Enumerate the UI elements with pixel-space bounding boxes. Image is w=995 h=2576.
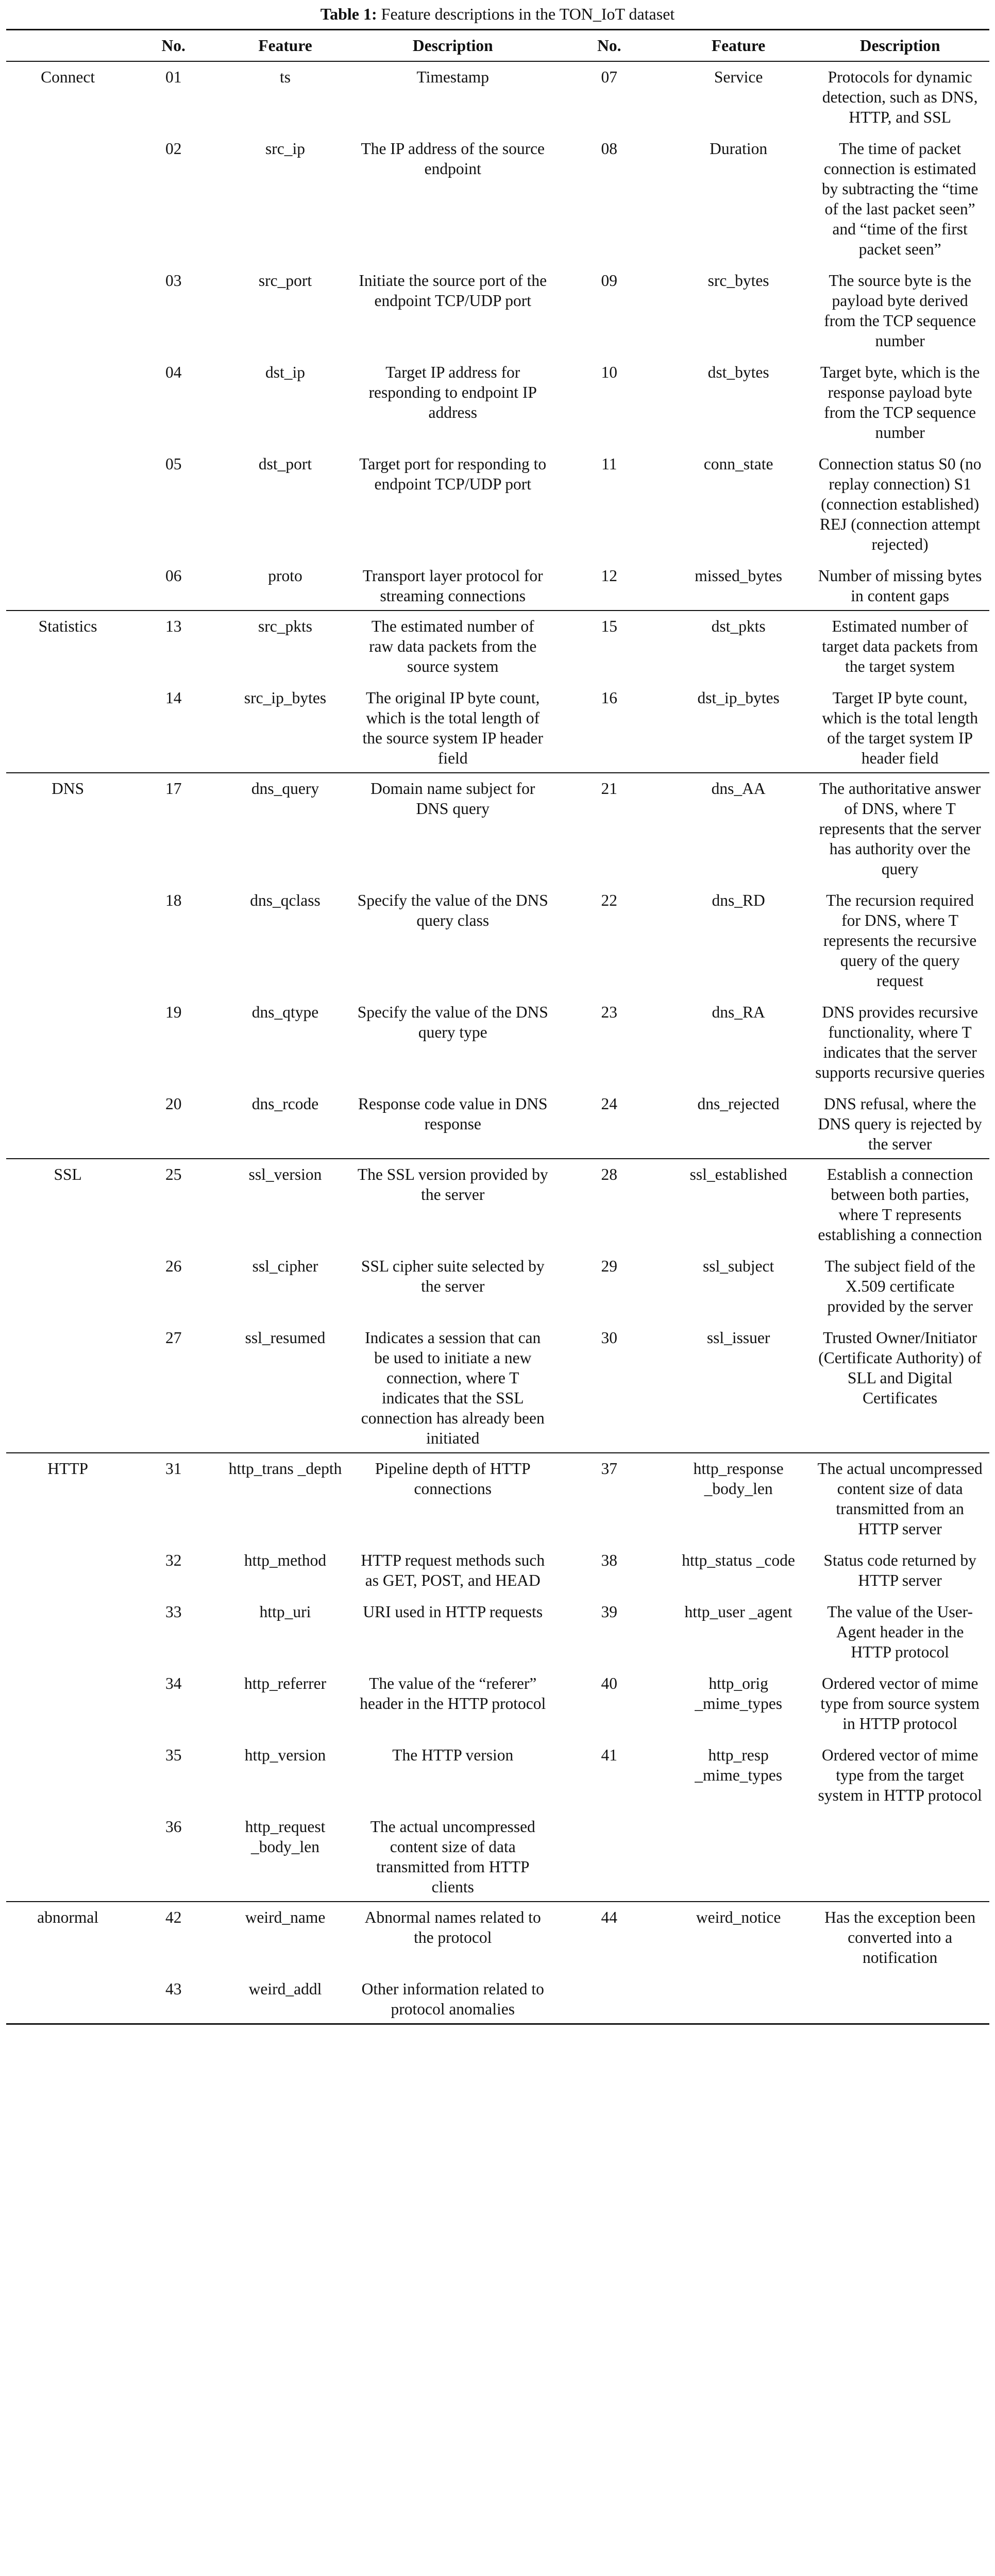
- cell-description-2: [811, 1979, 989, 2024]
- cell-feature-2: Duration: [710, 140, 768, 158]
- cell-no-1: 36: [165, 1818, 182, 1836]
- cell-no-1: 02: [165, 140, 182, 158]
- cell-description-2: The authoritative answer of DNS, where T represents that the server has authority over the query: [819, 779, 981, 878]
- cell-feature-2: missed_bytes: [695, 567, 782, 585]
- cell-group: Statistics: [38, 617, 97, 635]
- cell-no-1: 14: [165, 689, 182, 707]
- table-row: [6, 1328, 989, 1453]
- cell-description-1: The SSL version provided by the server: [357, 1165, 548, 1204]
- cell-feature-1: proto: [268, 567, 302, 585]
- cell-feature-1: src_port: [258, 272, 312, 290]
- cell-description-1: Response code value in DNS response: [358, 1095, 548, 1133]
- table-row: [6, 1902, 989, 1979]
- cell-description-1: Pipeline depth of HTTP connections: [375, 1460, 531, 1498]
- cell-description-1: Specify the value of the DNS query class: [357, 891, 548, 929]
- cell-feature-2: http_resp _mime_types: [695, 1746, 782, 1784]
- cell-no-2: 15: [601, 617, 618, 635]
- cell-feature-1: ssl_version: [248, 1165, 322, 1183]
- cell-feature-1: src_ip: [265, 140, 306, 158]
- table-row: [6, 1159, 989, 1256]
- cell-feature-2: conn_state: [703, 455, 773, 473]
- header-feature-2: Feature: [666, 30, 811, 62]
- table-section: [6, 1453, 989, 1902]
- cell-no-1: 18: [165, 891, 182, 909]
- cell-group: [6, 1745, 130, 1817]
- cell-no-2: 28: [601, 1165, 618, 1183]
- cell-group: [6, 1817, 130, 1902]
- cell-group: [6, 566, 130, 611]
- header-group: [6, 30, 130, 62]
- table-caption: [0, 4, 995, 24]
- cell-group: [6, 1256, 130, 1328]
- cell-description-1: Timestamp: [416, 68, 490, 86]
- cell-feature-2: dns_AA: [711, 779, 766, 798]
- cell-description-1: The estimated number of raw data packets from the source system: [369, 617, 537, 675]
- cell-description-1: HTTP request methods such as GET, POST, and HEAD: [361, 1551, 545, 1589]
- cell-description-1: Domain name subject for DNS query: [370, 779, 535, 818]
- cell-no-1: 19: [165, 1003, 182, 1021]
- cell-no-2: 29: [601, 1257, 618, 1275]
- cell-no-2: 24: [601, 1095, 618, 1113]
- cell-no-2: 38: [601, 1551, 618, 1569]
- cell-feature-1: ssl_cipher: [252, 1257, 318, 1275]
- cell-feature-2: http_status _code: [682, 1551, 795, 1569]
- cell-feature-2: [666, 1979, 811, 2024]
- cell-no-1: 01: [165, 68, 182, 86]
- cell-no-2: [552, 1817, 666, 1902]
- cell-feature-1: dst_ip: [265, 363, 306, 381]
- cell-feature-2: Service: [714, 68, 763, 86]
- cell-group: [6, 362, 130, 454]
- cell-no-1: 20: [165, 1095, 182, 1113]
- cell-description-2: The subject field of the X.509 certificate provided by the server: [824, 1257, 975, 1315]
- cell-group: HTTP: [47, 1460, 88, 1478]
- cell-no-1: 13: [165, 617, 182, 635]
- cell-description-1: The value of the “referer” header in the HTTP protocol: [360, 1674, 546, 1713]
- cell-no-1: 31: [165, 1460, 182, 1478]
- table-row: [6, 1453, 989, 1550]
- cell-no-2: 08: [601, 140, 618, 158]
- table-row: [6, 566, 989, 611]
- cell-description-1: Target port for responding to endpoint TCP/UDP port: [359, 455, 547, 493]
- cell-no-2: 37: [601, 1460, 618, 1478]
- cell-no-2: 21: [601, 779, 618, 798]
- cell-description-1: Initiate the source port of the endpoint TCP/UDP port: [359, 272, 547, 310]
- table-row: [6, 890, 989, 1002]
- cell-description-2: Establish a connection between both parties, where T represents establishing a connection: [818, 1165, 982, 1244]
- cell-description-2: [811, 1817, 989, 1902]
- cell-feature-1: http_uri: [259, 1603, 311, 1621]
- cell-no-2: 44: [601, 1908, 618, 1926]
- table-row: [6, 1002, 989, 1094]
- feature-table: [6, 29, 989, 2025]
- table-row: [6, 1256, 989, 1328]
- cell-no-2: 07: [601, 68, 618, 86]
- header-no-2: No.: [552, 30, 666, 62]
- cell-no-2: 09: [601, 272, 618, 290]
- cell-feature-1: src_pkts: [258, 617, 313, 635]
- table-row: [6, 1817, 989, 1902]
- cell-feature-2: [666, 1817, 811, 1902]
- cell-feature-2: http_orig _mime_types: [695, 1674, 782, 1713]
- cell-no-1: 04: [165, 363, 182, 381]
- cell-description-1: Abnormal names related to the protocol: [364, 1908, 541, 1946]
- cell-description-1: The original IP byte count, which is the total length of the source system IP header field: [362, 689, 543, 767]
- cell-feature-1: http_referrer: [244, 1674, 327, 1692]
- cell-feature-1: http_request _body_len: [245, 1818, 326, 1856]
- cell-description-2: Ordered vector of mime type from the target system in HTTP protocol: [818, 1746, 982, 1804]
- cell-no-1: 35: [165, 1746, 182, 1764]
- cell-no-2: 23: [601, 1003, 618, 1021]
- cell-group: [6, 1328, 130, 1453]
- table-caption-label: Table 1:: [320, 5, 377, 23]
- cell-feature-2: ssl_issuer: [706, 1329, 770, 1347]
- cell-no-2: 16: [601, 689, 618, 707]
- cell-group: [6, 1550, 130, 1602]
- table-row: [6, 139, 989, 270]
- cell-description-1: The HTTP version: [392, 1746, 514, 1764]
- cell-description-2: Estimated number of target data packets from the target system: [822, 617, 979, 675]
- cell-no-2: 22: [601, 891, 618, 909]
- cell-feature-1: src_ip_bytes: [244, 689, 327, 707]
- table-section: [6, 611, 989, 773]
- cell-no-2: 30: [601, 1329, 618, 1347]
- table-row: [6, 688, 989, 773]
- cell-description-1: Specify the value of the DNS query type: [357, 1003, 548, 1041]
- table-row: [6, 611, 989, 688]
- cell-feature-2: dns_RD: [712, 891, 765, 909]
- cell-description-2: Target byte, which is the response payload byte from the TCP sequence number: [820, 363, 980, 442]
- cell-no-1: 26: [165, 1257, 182, 1275]
- cell-feature-1: ts: [280, 68, 291, 86]
- cell-description-2: The source byte is the payload byte derived from the TCP sequence number: [824, 272, 976, 350]
- cell-group: [6, 1094, 130, 1159]
- cell-feature-1: http_trans _depth: [228, 1460, 342, 1478]
- cell-description-2: DNS provides recursive functionality, where T indicates that the server supports recursive queries: [815, 1003, 985, 1081]
- cell-no-1: 32: [165, 1551, 182, 1569]
- cell-group: [6, 1673, 130, 1745]
- cell-group: Connect: [41, 68, 95, 86]
- cell-no-1: 06: [165, 567, 182, 585]
- table-row: [6, 1673, 989, 1745]
- cell-description-2: Target IP byte count, which is the total length of the target system IP header field: [822, 689, 978, 767]
- cell-feature-2: dns_RA: [712, 1003, 765, 1021]
- header-description-1: Description: [353, 30, 552, 62]
- cell-group: DNS: [52, 779, 85, 798]
- cell-description-2: Protocols for dynamic detection, such as DNS, HTTP, and SSL: [822, 68, 978, 126]
- cell-no-1: 05: [165, 455, 182, 473]
- cell-no-2: 39: [601, 1603, 618, 1621]
- table-row: [6, 1550, 989, 1602]
- cell-description-2: Number of missing bytes in content gaps: [818, 567, 982, 605]
- header-feature-1: Feature: [217, 30, 353, 62]
- table-row: [6, 270, 989, 362]
- cell-group: [6, 890, 130, 1002]
- cell-feature-1: weird_addl: [248, 1980, 322, 1998]
- table-caption-text: Feature descriptions in the TON_IoT dataset: [381, 5, 675, 23]
- header-no-1: No.: [130, 30, 217, 62]
- cell-no-1: 43: [165, 1980, 182, 1998]
- cell-group: [6, 1002, 130, 1094]
- cell-feature-2: dst_pkts: [711, 617, 766, 635]
- cell-feature-1: http_method: [244, 1551, 327, 1569]
- header-description-2: Description: [811, 30, 989, 62]
- table-row: [6, 1979, 989, 2024]
- cell-description-1: Transport layer protocol for streaming connections: [362, 567, 543, 605]
- cell-feature-2: src_bytes: [707, 272, 769, 290]
- table-row: [6, 1602, 989, 1673]
- cell-no-1: 03: [165, 272, 182, 290]
- cell-description-2: Has the exception been converted into a notification: [824, 1908, 976, 1967]
- cell-no-1: 42: [165, 1908, 182, 1926]
- cell-description-1: The actual uncompressed content size of data transmitted from HTTP clients: [370, 1818, 535, 1896]
- table-row: [6, 454, 989, 566]
- cell-feature-1: ssl_resumed: [245, 1329, 326, 1347]
- cell-group: [6, 688, 130, 773]
- cell-feature-1: dns_qclass: [250, 891, 321, 909]
- cell-group: [6, 139, 130, 270]
- cell-feature-1: dst_port: [258, 455, 312, 473]
- cell-description-2: The actual uncompressed content size of data transmitted from an HTTP server: [817, 1460, 983, 1538]
- cell-feature-2: dst_bytes: [707, 363, 769, 381]
- header-row: [6, 30, 989, 62]
- table-section: [6, 1159, 989, 1453]
- table-row: [6, 61, 989, 139]
- cell-feature-2: dns_rejected: [697, 1095, 780, 1113]
- cell-description-2: The value of the User-Agent header in the HTTP protocol: [827, 1603, 973, 1661]
- cell-feature-2: dst_ip_bytes: [697, 689, 780, 707]
- table-section: [6, 61, 989, 611]
- cell-feature-2: http_user _agent: [684, 1603, 792, 1621]
- cell-no-1: 34: [165, 1674, 182, 1692]
- cell-no-1: 25: [165, 1165, 182, 1183]
- cell-group: [6, 1979, 130, 2024]
- table-header: [6, 30, 989, 62]
- cell-feature-2: ssl_established: [689, 1165, 787, 1183]
- cell-feature-1: http_version: [244, 1746, 326, 1764]
- cell-no-2: 11: [601, 455, 617, 473]
- cell-description-1: Other information related to protocol anomalies: [361, 1980, 544, 2018]
- cell-no-2: 12: [601, 567, 618, 585]
- table-row: [6, 1745, 989, 1817]
- table-section: [6, 773, 989, 1159]
- cell-no-1: 33: [165, 1603, 182, 1621]
- table-row: [6, 773, 989, 890]
- cell-feature-1: dns_rcode: [251, 1095, 319, 1113]
- cell-feature-1: dns_query: [251, 779, 319, 798]
- cell-description-1: The IP address of the source endpoint: [361, 140, 545, 178]
- table-row: [6, 1094, 989, 1159]
- cell-no-2: 10: [601, 363, 618, 381]
- cell-no-2: 40: [601, 1674, 618, 1692]
- cell-description-2: The time of packet connection is estimated by subtracting the “time of the last packet seen” and “time of the first packet seen”: [821, 140, 979, 258]
- cell-group: SSL: [54, 1165, 82, 1183]
- table-section: [6, 1902, 989, 2024]
- cell-no-1: 17: [165, 779, 182, 798]
- cell-no-1: 27: [165, 1329, 182, 1347]
- cell-group: [6, 454, 130, 566]
- cell-description-1: Indicates a session that can be used to initiate a new connection, where T indicates that the SSL connection has already been initiated: [361, 1329, 545, 1447]
- cell-no-2: [552, 1979, 666, 2024]
- cell-feature-1: weird_name: [245, 1908, 326, 1926]
- cell-description-2: The recursion required for DNS, where T represents the recursive query of the query request: [823, 891, 977, 990]
- cell-description-1: SSL cipher suite selected by the server: [361, 1257, 545, 1295]
- cell-description-2: Connection status S0 (no replay connection) S1 (connection established) REJ (connection attempt rejected): [818, 455, 982, 553]
- cell-feature-2: weird_notice: [696, 1908, 781, 1926]
- cell-no-2: 41: [601, 1746, 618, 1764]
- cell-description-1: URI used in HTTP requests: [363, 1603, 543, 1621]
- cell-group: [6, 1602, 130, 1673]
- cell-description-2: Trusted Owner/Initiator (Certificate Authority) of SLL and Digital Certificates: [818, 1329, 982, 1407]
- cell-description-1: Target IP address for responding to endpoint IP address: [368, 363, 537, 421]
- cell-feature-2: http_response _body_len: [693, 1460, 784, 1498]
- cell-group: abnormal: [37, 1908, 99, 1926]
- cell-description-2: Ordered vector of mime type from source system in HTTP protocol: [820, 1674, 980, 1733]
- cell-description-2: DNS refusal, where the DNS query is rejected by the server: [818, 1095, 982, 1153]
- table-row: [6, 362, 989, 454]
- cell-feature-2: ssl_subject: [702, 1257, 774, 1275]
- cell-description-2: Status code returned by HTTP server: [823, 1551, 976, 1589]
- cell-feature-1: dns_qtype: [251, 1003, 319, 1021]
- cell-group: [6, 270, 130, 362]
